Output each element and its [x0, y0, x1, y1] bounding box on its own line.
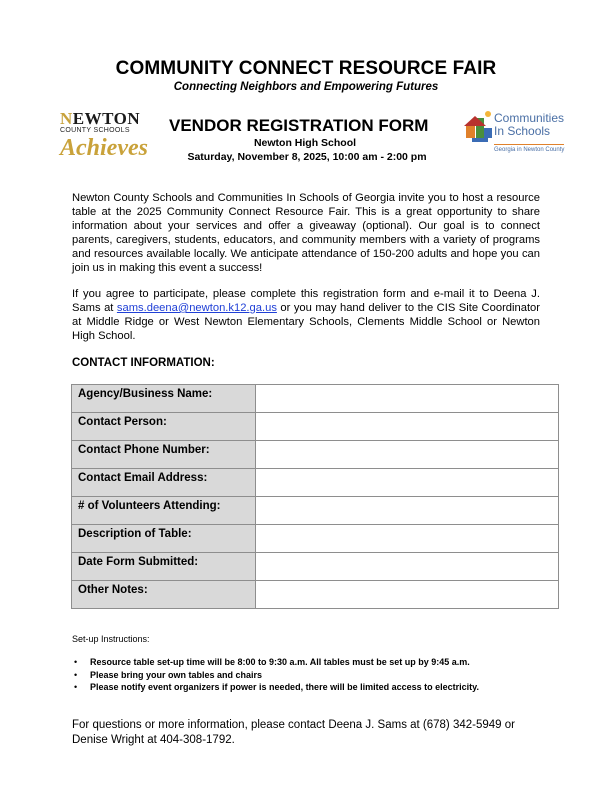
submission-paragraph: If you agree to participate, please complete this registration form and e-mail it to Deena J. Sams at sams.deena@newton.k12.ga.us or you may hand deliver to the CIS Site Coordinator at Middle Ridge or West Newton Elementary Schools, Clements Middle School or Newton High School. [72, 288, 540, 342]
newton-county-schools-logo [60, 110, 150, 166]
logo-subtext: COUNTY SCHOOLS [60, 127, 130, 134]
cis-subtext: Georgia in Newton County [494, 144, 564, 153]
logo-wordmark: NEWTON [60, 109, 141, 128]
volunteers-field[interactable] [256, 497, 559, 525]
setup-instructions-heading: Set-up Instructions: [72, 634, 150, 644]
table-row [72, 469, 559, 497]
table-row [72, 413, 559, 441]
footer-contact-text: For questions or more information, please contact Deena J. Sams at (678) 342-5949 or Denise Wright at 404-308-1792. [72, 719, 515, 746]
field-label: Contact Phone Number: [72, 441, 256, 469]
field-label: Agency/Business Name: [72, 385, 256, 413]
intro-paragraph: Newton County Schools and Communities In Schools of Georgia invite you to host a resource table at the 2025 Community Connect Resource Fair. This is a great opportunity to share information about your services and offer a giveaway (optional). Our goal is to connect parents, caregivers, students, educators, and community members with a variety of programs and resources available locally. We anticipate attendance of 150-200 adults and hope you can join us in making this event a success! [72, 192, 540, 274]
cis-wordmark: Communities In Schools [494, 111, 565, 138]
table-row [72, 385, 559, 413]
communities-in-schools-logo [462, 104, 587, 160]
table-row [72, 581, 559, 609]
field-label: Date Form Submitted: [72, 553, 256, 581]
field-label: Description of Table: [72, 525, 256, 553]
other-notes-field[interactable] [256, 581, 559, 609]
field-label: Contact Person: [72, 413, 256, 441]
field-label: Contact Email Address: [72, 469, 256, 497]
contact-info-heading: CONTACT INFORMATION: [72, 357, 215, 369]
list-item: • Resource table set-up time will be 8:00 to 9:30 a.m. All tables must be set up by 9:45 a.m. [72, 656, 542, 669]
table-row [72, 497, 559, 525]
page-subtitle: Connecting Neighbors and Empowering Futures [173, 81, 439, 93]
cis-mark-icon [462, 110, 496, 146]
event-datetime: Saturday, November 8, 2025, 10:00 am - 2:00 pm [187, 151, 427, 163]
page-title: COMMUNITY CONNECT RESOURCE FAIR [115, 58, 497, 79]
phone-number-field[interactable] [256, 441, 559, 469]
list-item: • Please bring your own tables and chairs [72, 669, 542, 682]
table-row [72, 525, 559, 553]
contact-person-field[interactable] [256, 413, 559, 441]
date-submitted-field[interactable] [256, 553, 559, 581]
table-row [72, 441, 559, 469]
table-row [72, 553, 559, 581]
logo-tagline: Achieves [60, 135, 148, 161]
agency-name-field[interactable] [256, 385, 559, 413]
field-label: Other Notes: [72, 581, 256, 609]
field-label: # of Volunteers Attending: [72, 497, 256, 525]
setup-instructions-list [72, 656, 542, 694]
contact-email-link[interactable]: sams.deena@newton.k12.ga.us [116, 301, 277, 314]
list-item: • Please notify event organizers if power is needed, there will be limited access to electricity. [72, 681, 542, 694]
email-address-field[interactable] [256, 469, 559, 497]
form-title: VENDOR REGISTRATION FORM [169, 116, 429, 135]
table-description-field[interactable] [256, 525, 559, 553]
event-location: Newton High School [253, 137, 357, 149]
contact-info-table [71, 384, 559, 609]
